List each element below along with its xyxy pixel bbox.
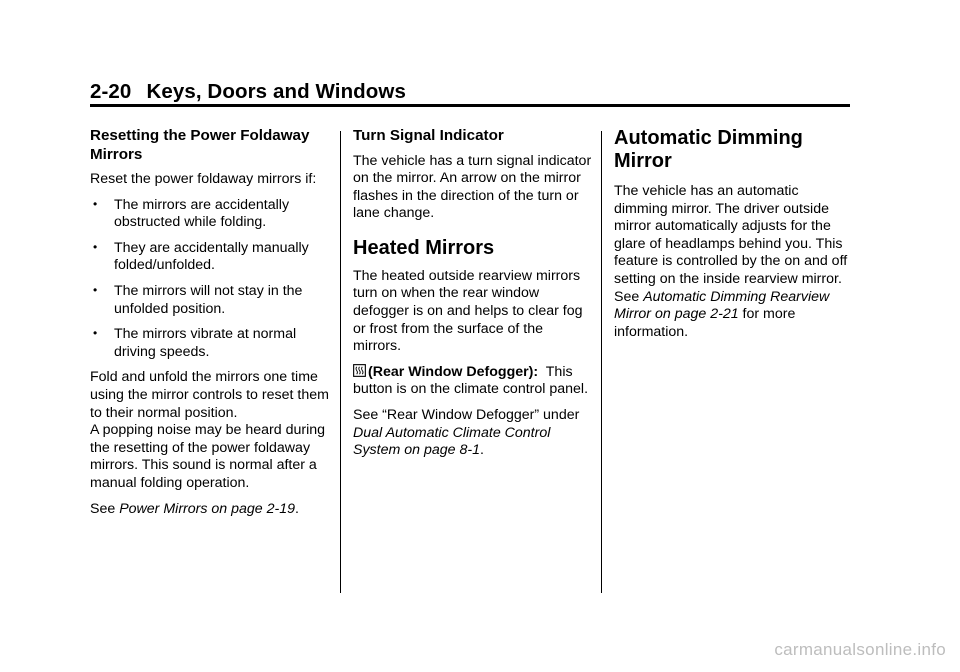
defogger-paragraph [353,364,593,399]
conditions-list [90,197,330,362]
section-title: Keys, Doors and Windows [146,80,406,103]
heading-turn-signal: Turn Signal Indicator [353,127,504,144]
column-divider [340,131,341,593]
defogger-label: (Rear Window Defogger): [368,363,539,380]
xref-rearview-mirror[interactable]: Automatic Dimming Rearview Mirror on page 2-21 [614,288,830,323]
heading-heated-mirrors: Heated Mirrors [353,236,495,259]
list-item: • The mirrors are accidentally obstructed while folding. [93,196,290,231]
column-1 [90,127,330,526]
list-item: • They are accidentally manually folded/unfolded. [93,239,309,274]
page-number: 2-20 [90,80,132,103]
bullet-icon: • [93,196,98,211]
bullet-icon: • [93,282,98,297]
see-reference: See “Rear Window Defogger” under Dual Automatic Climate Control System on page 8-1. [353,407,580,459]
page-header [90,80,406,104]
bullet-icon: • [93,239,98,254]
auto-dimming-text: The vehicle has an automatic dimming mirror. The driver outside mirror automatically adjusts for the glare of headlamps behind you. This feature is controlled by the on and off setting on the inside rearview mirror. See Automatic Dimming Rearview Mirror on page 2-21 for more information. [614,183,848,340]
rear-defogger-icon [353,364,366,377]
header-rule [90,104,850,107]
noise-text: A popping noise may be heard during the resetting of the power foldaway mirrors. This sound is normal after a manual folding operation. [90,422,326,491]
heading-resetting-mirrors: Resetting the Power Foldaway Mirrors [90,127,310,163]
intro-text: Reset the power foldaway mirrors if: [90,171,317,187]
list-item: • The mirrors will not stay in the unfolded position. [93,282,303,317]
column-2 [353,127,593,468]
heading-auto-dimming: Automatic Dimming Mirror [614,127,803,172]
reset-paragraph [90,369,330,492]
column-divider [601,131,602,593]
bullet-icon: • [93,326,98,341]
xref-climate-control[interactable]: Dual Automatic Climate Control System on page 8-1 [353,424,551,459]
column-3 [614,127,854,349]
reset-text: Fold and unfold the mirrors one time using the mirror controls to reset them to their normal position. [90,369,329,421]
list-item: • The mirrors vibrate at normal driving speeds. [93,326,297,360]
watermark: carmanualsonline.info [774,640,946,659]
see-reference: See Power Mirrors on page 2-19. [90,500,299,517]
heated-mirrors-text: The heated outside rearview mirrors turn on when the rear window defogger is on and helps to clear fog or frost from the surface of the mirrors. [353,267,583,355]
defogger-text: This button is on the climate control panel. [353,363,589,398]
turn-signal-text: The vehicle has a turn signal indicator on the mirror. An arrow on the mirror flashes in the direction of the turn or lane change. [353,152,592,222]
xref-power-mirrors[interactable]: Power Mirrors on page 2-19 [119,500,296,517]
